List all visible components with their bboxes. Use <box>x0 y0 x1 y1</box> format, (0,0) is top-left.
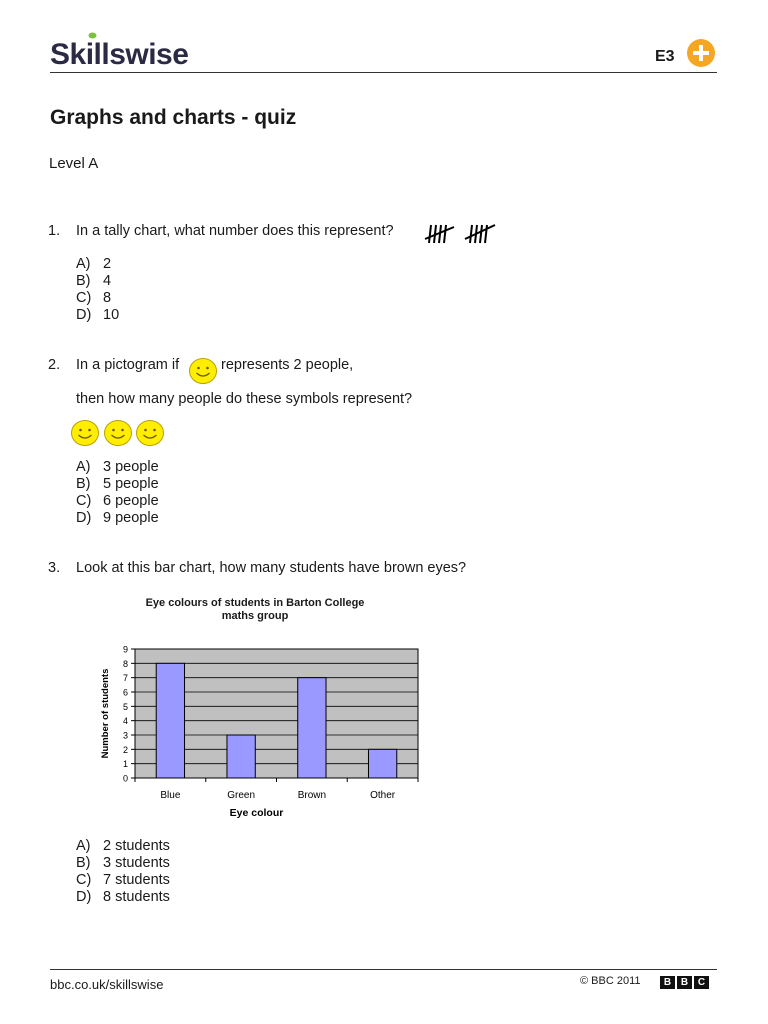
footer-divider <box>50 969 717 970</box>
option-d[interactable]: D) 8 students <box>76 889 170 905</box>
bar-blue <box>156 663 184 778</box>
y-tick-label: 0 <box>122 773 128 784</box>
bar-green <box>227 735 255 778</box>
question-1 <box>0 223 768 243</box>
question-text-after: represents 2 people, <box>221 357 354 373</box>
chart-title-line2: maths group <box>221 610 289 622</box>
y-tick-label: 4 <box>122 716 128 727</box>
y-tick-label: 8 <box>122 658 128 669</box>
bbc-letter: C <box>694 976 709 989</box>
smiley-icon <box>105 421 132 446</box>
option-a[interactable]: A) 2 <box>76 256 112 272</box>
smiley-icon <box>188 357 218 385</box>
option-a[interactable]: A) 3 people <box>76 459 159 475</box>
x-tick-label: Other <box>370 790 396 801</box>
header-divider <box>50 72 717 73</box>
y-tick-label: 5 <box>122 701 128 712</box>
option-c[interactable]: C) 7 students <box>76 872 170 888</box>
level-code: E3 <box>655 48 675 65</box>
y-tick-label: 7 <box>122 673 128 684</box>
x-tick-label: Brown <box>297 790 327 801</box>
y-axis-label: Number of students <box>100 668 111 759</box>
question-number: 2. <box>48 357 61 373</box>
y-tick-label: 3 <box>122 730 128 741</box>
smiley-icon <box>72 421 99 446</box>
y-tick-label: 9 <box>122 644 128 655</box>
question-2 <box>0 357 768 377</box>
chart-title <box>130 597 380 623</box>
footer-copyright: © BBC 2011 <box>580 975 641 987</box>
x-tick-label: Green <box>227 790 256 801</box>
smiley-icons-row <box>70 419 166 447</box>
bar-brown <box>298 678 326 778</box>
chart-title-line1: Eye colours of students in Barton College <box>145 597 365 609</box>
bbc-letter: B <box>677 976 692 989</box>
option-a[interactable]: A) 2 students <box>76 838 170 854</box>
bbc-letter: B <box>660 976 675 989</box>
question-2-options <box>76 459 159 527</box>
skillswise-logo[interactable] <box>50 38 188 72</box>
question-2-line2: then how many people do these symbols represent? <box>76 391 413 407</box>
bbc-logo <box>660 976 709 989</box>
x-axis-label: Eye colour <box>229 807 284 819</box>
option-c[interactable]: C) 6 people <box>76 493 159 509</box>
option-d[interactable]: D) 10 <box>76 307 120 323</box>
smiley-icon <box>137 421 164 446</box>
option-d[interactable]: D) 9 people <box>76 510 159 526</box>
option-c[interactable]: C) 8 <box>76 290 112 306</box>
question-3-options <box>76 838 170 906</box>
question-1-options <box>76 256 119 324</box>
question-text: Look at this bar chart, how many students have brown eyes? <box>76 560 467 576</box>
y-tick-label: 2 <box>122 744 128 755</box>
footer-url[interactable]: bbc.co.uk/skillswise <box>50 977 164 992</box>
question-number: 3. <box>48 560 61 576</box>
plus-circle-icon <box>686 38 716 68</box>
bar-other <box>368 749 396 778</box>
page-title: Graphs and charts - quiz <box>50 106 297 129</box>
question-3 <box>0 560 768 580</box>
bar-chart <box>95 640 435 825</box>
y-tick-label: 1 <box>122 759 128 770</box>
y-tick-label: 6 <box>122 687 128 698</box>
question-text-before: In a pictogram if <box>76 357 180 373</box>
option-b[interactable]: B) 5 people <box>76 476 159 492</box>
tally-marks-icon <box>422 221 498 247</box>
question-number: 1. <box>48 223 61 239</box>
option-b[interactable]: B) 3 students <box>76 855 170 871</box>
logo-leaf-icon <box>88 32 97 39</box>
question-text: In a tally chart, what number does this represent? <box>76 223 394 239</box>
x-tick-label: Blue <box>160 790 181 801</box>
logo-text: Skillswise <box>50 38 189 71</box>
level-label: Level A <box>49 155 99 172</box>
option-b[interactable]: B) 4 <box>76 273 112 289</box>
